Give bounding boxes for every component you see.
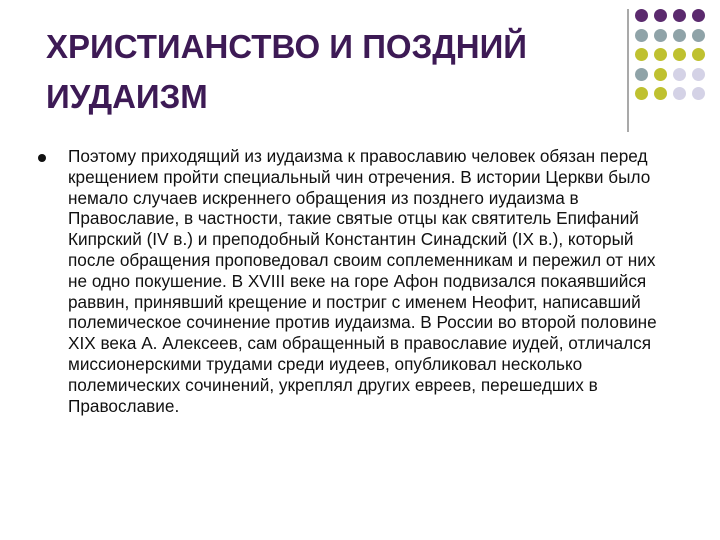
decorative-dot [673,68,686,81]
decorative-dot [654,87,667,100]
decorative-dot [635,48,648,61]
decorative-dot [654,68,667,81]
decorative-dot [673,87,686,100]
decorative-dot [692,87,705,100]
decorative-dot [654,9,667,22]
decorative-dot [673,48,686,61]
slide-title: ХРИСТИАНСТВО И ПОЗДНИЙ ИУДАИЗМ [46,28,528,115]
decorative-dot [673,9,686,22]
decorative-dot [635,87,648,100]
decorative-dot [654,29,667,42]
decorative-dot [692,9,705,22]
decorative-dot [635,29,648,42]
decorative-dot [692,29,705,42]
body-paragraph: Поэтому приходящий из иудаизма к православию человек обязан перед крещением пройти специальный чин отречения. В истории Церкви было немало случаев искреннего обращения из позднего иудаизма в Православие, в частности, такие святые отцы как святитель Епифаний Кипрский (IV в.) и преподобный Константин Синадский (IX в.), который после обращения проповедовал своим соплеменникам и пережил от них не одно покушение. В XVIII веке на горе Афон подвизался покаявшийся раввин, принявший крещение и постриг с именем Неофит, написавший полемическое сочинение против иудаизма. В России во второй половине XIX века А. Алексеев, сам обращенный в православие иудей, отличался миссионерскими трудами среди иудеев, опубликовал несколько полемических сочинений, укреплял других евреев, перешедших в Православие. [68,146,657,416]
bullet-icon [38,154,46,162]
decorative-divider [627,9,629,132]
decorative-dot [635,9,648,22]
decorative-dot [692,48,705,61]
decorative-dot [654,48,667,61]
decorative-dot [635,68,648,81]
decorative-dot [673,29,686,42]
decorative-dot-grid [635,9,710,119]
slide-content [38,146,678,416]
decorative-dot [692,68,705,81]
